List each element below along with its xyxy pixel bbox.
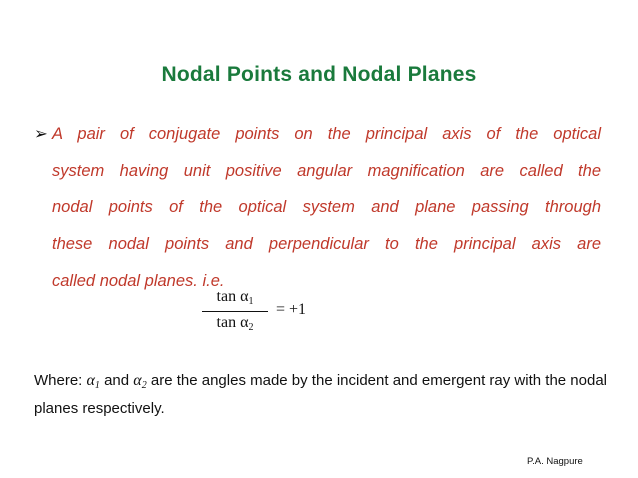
formula-rhs: = +1 [276,301,307,318]
bullet-text-1: A pair of conjugate points on the principal axis of the optical [52,125,601,143]
bullet-line-2: system having unit positive angular magnification are called the [52,162,601,180]
fraction-bar [202,311,268,312]
formula-denominator: $\tan \alpha_2$ [216,314,254,333]
bullet-line-4: these nodal points and perpendicular to the principal axis are [52,235,601,253]
footer-author: P.A. Nagpure [527,456,583,467]
alpha-2: $\alpha_2$ [133,372,147,391]
bullet-line-5: called nodal planes. i.e. [52,272,225,290]
arrow-bullet-icon: ➢ [34,125,48,143]
bullet-line-1 [34,124,601,144]
slide-title: Nodal Points and Nodal Planes [161,63,477,86]
formula-numerator: $\tan \alpha_1$ [216,288,254,307]
where-paragraph: Where: $\alpha_1$ and $\alpha_2$ are the angles made by the incident and emergent ray with the nodal planes respectively. [34,372,607,417]
alpha-1: $\alpha_1$ [86,372,100,391]
bullet-line-3: nodal points of the optical system and plane passing through [52,198,601,216]
formula [200,288,330,340]
